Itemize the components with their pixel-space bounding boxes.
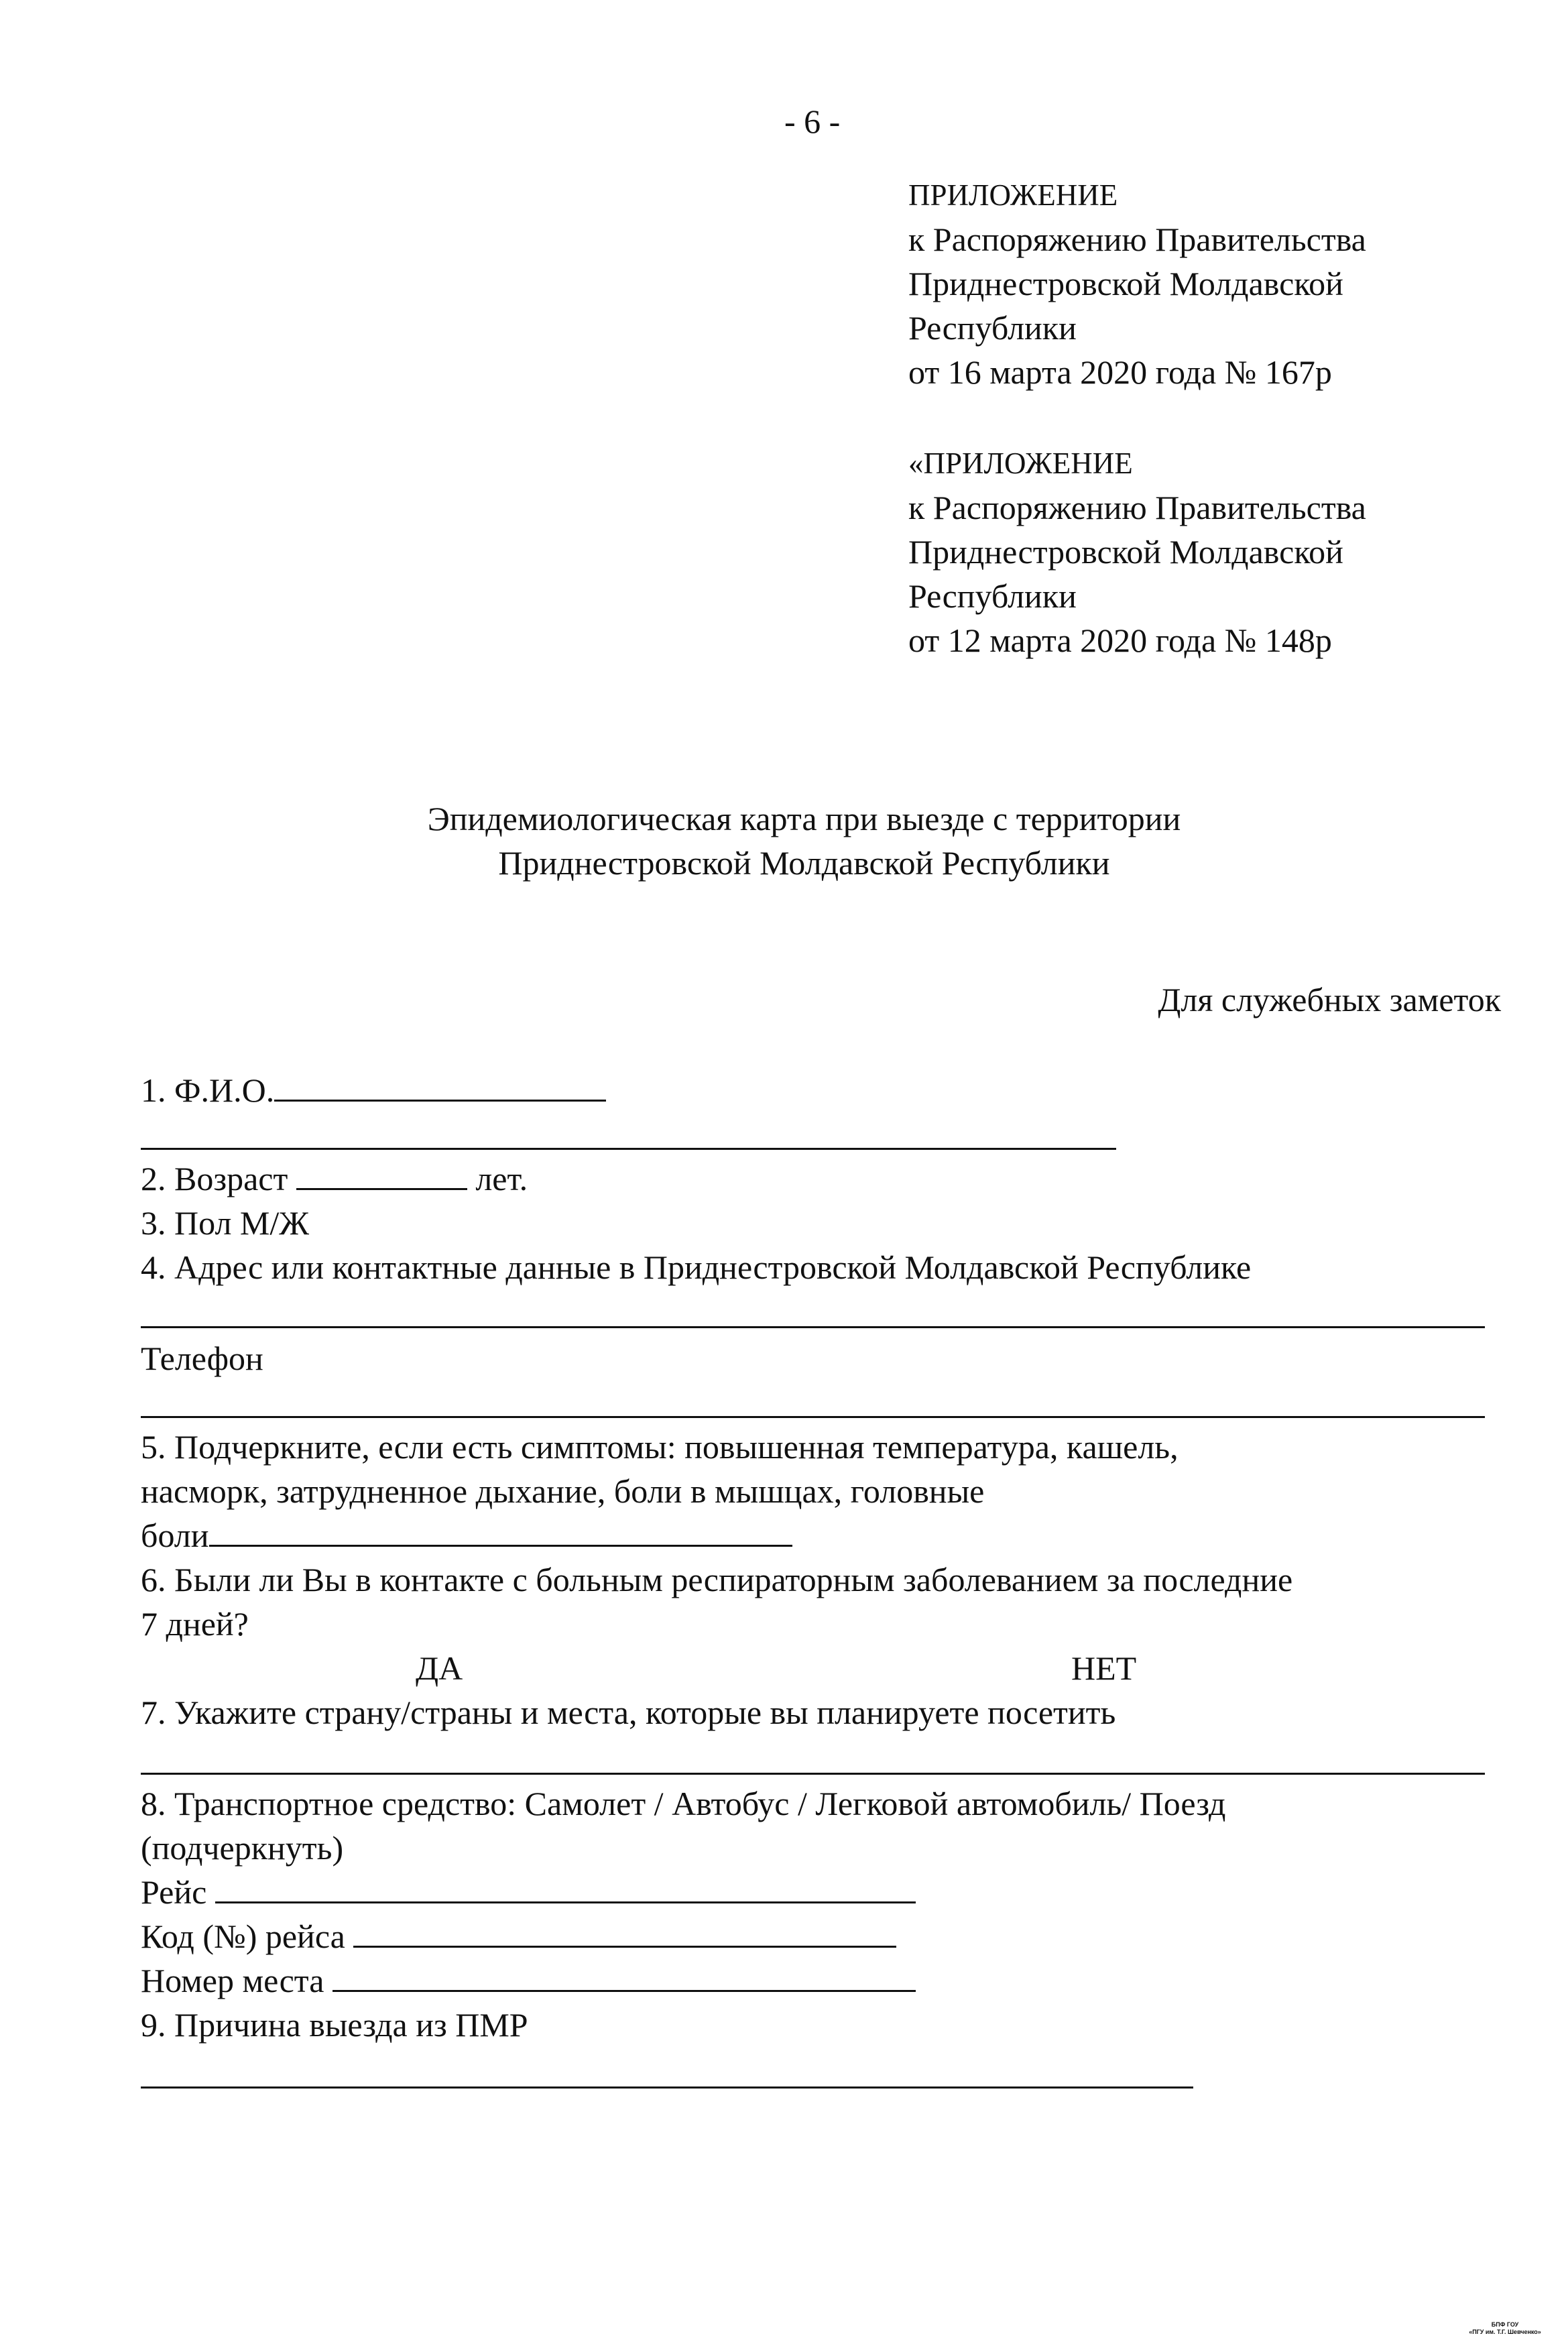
stamp-line: «ПГУ им. Т.Г. Шевченко» [1469,2329,1541,2335]
question-contact-line2: 7 дней? [141,1605,249,1643]
question-departure-reason: 9. Причина выезда из ПМР [141,2006,528,2044]
appendix-line: ПРИЛОЖЕНИЕ [908,178,1118,212]
address-field[interactable] [141,1326,1485,1328]
appendix-line: к Распоряжению Правительства [908,221,1366,258]
answer-no[interactable]: НЕТ [1071,1649,1137,1687]
full-name-field[interactable] [274,1070,606,1102]
flight-field[interactable] [215,1872,916,1903]
seat-label: Номер места [141,1962,324,1999]
age-label: 2. Возраст [141,1160,288,1197]
flight-code-label: Код (№) рейса [141,1918,345,1955]
question-sex: 3. Пол М/Ж [141,1204,310,1242]
destination-field[interactable] [141,1773,1485,1775]
service-notes-label: Для служебных заметок [1158,981,1501,1018]
question-symptoms-line2: насморк, затрудненное дыхание, боли в мышцах, головные [141,1472,985,1510]
question-symptoms-line1: 5. Подчеркните, если есть симптомы: повышенная температура, кашель, [141,1428,1179,1466]
stamp-line: БПФ ГОУ [1491,2321,1519,2328]
age-field[interactable] [296,1159,467,1190]
question-destination: 7. Укажите страну/страны и места, которые вы планируете посетить [141,1694,1116,1731]
question-contact-line1: 6. Были ли Вы в контакте с больным респираторным заболеванием за последние [141,1561,1293,1598]
appendix-line: от 12 марта 2020 года № 148р [908,622,1332,659]
question-address: 4. Адрес или контактные данные в Приднестровской Молдавской Республике [141,1248,1252,1286]
seat-field[interactable] [333,1960,916,1992]
appendix-line: к Распоряжению Правительства [908,489,1366,526]
question-transport-line1: 8. Транспортное средство: Самолет / Автобус / Легковой автомобиль/ Поезд [141,1785,1226,1822]
phone-field[interactable] [141,1416,1485,1418]
appendix-line: «ПРИЛОЖЕНИЕ [908,447,1133,480]
full-name-field-continuation[interactable] [141,1148,1116,1150]
appendix-line: Приднестровской Молдавской [908,265,1343,302]
symptoms-field[interactable] [209,1515,792,1547]
appendix-line: Республики [908,577,1077,615]
appendix-line: Приднестровской Молдавской [908,533,1343,571]
page-number: - 6 - [784,103,841,140]
answer-yes[interactable]: ДА [416,1649,463,1687]
seat-row [141,1958,916,2003]
flight-code-field[interactable] [353,1916,896,1948]
appendix-line: Республики [908,309,1077,347]
flight-row [141,1870,916,1914]
question-transport-line2: (подчеркнуть) [141,1829,344,1867]
appendix-header-original [908,441,1366,662]
library-stamp [1448,2321,1562,2336]
departure-reason-field[interactable] [141,2086,1193,2089]
appendix-header-current [908,173,1366,394]
symptoms-label-end: боли [141,1517,209,1554]
appendix-line: от 16 марта 2020 года № 167р [908,353,1332,391]
question-symptoms-line3 [141,1513,792,1557]
question-full-name [141,1068,606,1112]
document-title-line2: Приднестровской Молдавской Республики [498,844,1110,882]
document-title-line1: Эпидемиологическая карта при выезде с территории [427,800,1181,837]
flight-code-row [141,1914,896,1958]
flight-label: Рейс [141,1873,207,1911]
question-age [141,1157,528,1201]
full-name-label: 1. Ф.И.О. [141,1071,275,1109]
phone-label: Телефон [141,1340,263,1377]
age-unit: лет. [475,1160,528,1197]
